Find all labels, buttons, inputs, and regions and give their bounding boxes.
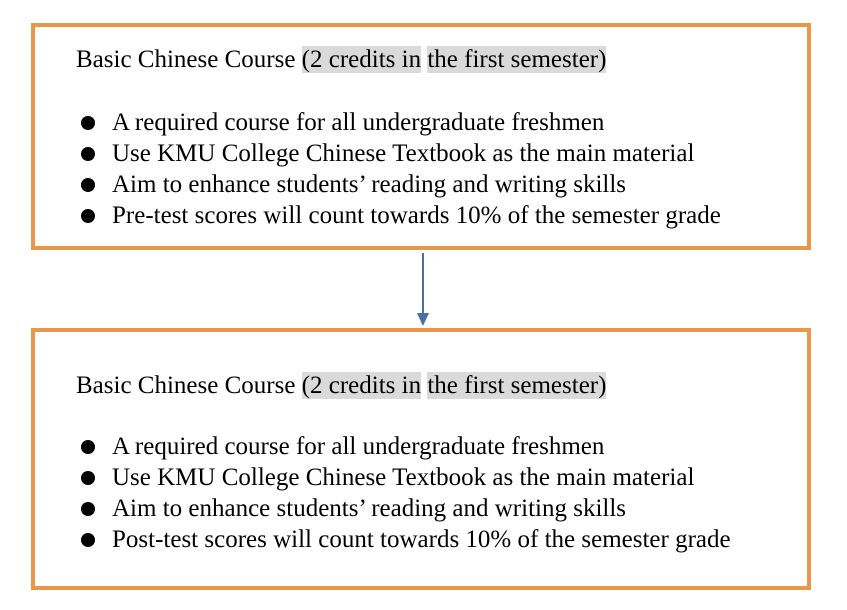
bullet-icon xyxy=(81,147,95,161)
list-item-text: Aim to enhance students’ reading and writing skills xyxy=(112,171,627,198)
title-highlight-semester: the first semester) xyxy=(427,372,607,399)
list-item xyxy=(79,169,721,200)
title-highlight-credits: (2 credits in xyxy=(301,46,422,73)
course-title xyxy=(76,44,606,76)
list-item xyxy=(79,431,731,462)
list-item xyxy=(79,107,721,138)
list-item xyxy=(79,462,731,493)
list-item xyxy=(79,524,731,555)
course-bullet-list xyxy=(79,107,721,231)
list-item-text: A required course for all undergraduate freshmen xyxy=(112,433,605,460)
list-item-text: Use KMU College Chinese Textbook as the main material xyxy=(112,140,695,167)
list-item-text: Use KMU College Chinese Textbook as the main material xyxy=(112,464,695,491)
list-item-text: A required course for all undergraduate freshmen xyxy=(112,109,605,136)
bullet-icon xyxy=(81,116,95,130)
list-item-text: Post-test scores will count towards 10% of the semester grade xyxy=(112,526,731,553)
list-item xyxy=(79,200,721,231)
list-item-text: Aim to enhance students’ reading and writing skills xyxy=(112,495,627,522)
bullet-icon xyxy=(81,471,95,485)
title-text: Basic Chinese Course xyxy=(76,46,302,73)
title-highlight-semester: the first semester) xyxy=(427,46,607,73)
course-box-bottom xyxy=(31,328,811,590)
down-arrow-icon xyxy=(415,253,431,327)
bullet-icon xyxy=(81,440,95,454)
bullet-icon xyxy=(81,502,95,516)
bullet-icon xyxy=(81,178,95,192)
course-bullet-list xyxy=(79,431,731,555)
list-item xyxy=(79,493,731,524)
list-item xyxy=(79,138,721,169)
bullet-icon xyxy=(81,209,95,223)
list-item-text: Pre-test scores will count towards 10% of the semester grade xyxy=(112,202,721,229)
bullet-icon xyxy=(81,533,95,547)
title-text: Basic Chinese Course xyxy=(76,372,302,399)
title-highlight-credits: (2 credits in xyxy=(301,372,422,399)
course-title xyxy=(76,370,606,402)
course-box-top xyxy=(31,23,811,250)
